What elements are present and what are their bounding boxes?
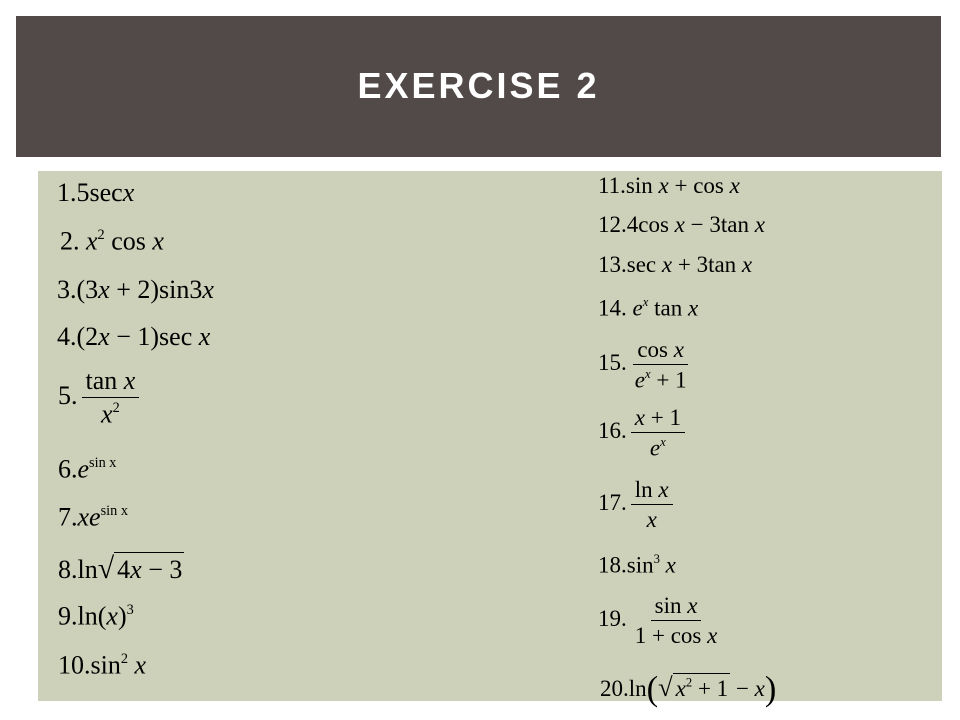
slide-title: EXERCISE 2: [357, 64, 600, 106]
exercise-panel: [38, 171, 942, 701]
exercise-20: 20.ln(√ $x^2 + 1 - x$): [600, 670, 777, 708]
exercise-19: 19. $\frac{\text{sin x}}{\text{1 + cos x}}$: [598, 593, 718, 648]
exercise-14: 14. $e^x$ tan x: [598, 295, 699, 321]
exercise-2: 2. $x^2$ cos x: [60, 226, 164, 256]
exercise-8: 8.ln√ 4x − 3: [58, 552, 183, 585]
exercise-12: 12.4cos x − 3tan x: [598, 212, 765, 237]
exercise-17: 17. $\frac{\text{ln x}}{x}$: [598, 478, 673, 531]
exercise-18: $18.\sin^3$ x: [598, 552, 676, 578]
exercise-11: 11.sin x + cos x: [598, 173, 740, 198]
exercise-6: $6.e^{sin x}$: [58, 454, 117, 484]
title-bar: [16, 16, 941, 157]
exercise-9: $9.\ln(x)^3$: [58, 601, 134, 631]
exercise-7: $7.xe^{sin x}$: [58, 502, 129, 532]
exercise-4: 4.(2x − 1)sec x: [57, 322, 211, 351]
exercise-13: 13.sec x + 3tan x: [598, 252, 753, 277]
exercise-1: 1.5secx: [57, 178, 135, 207]
exercise-3: 3.(3x + 2)sin3x: [57, 275, 214, 304]
exercise-10: $10.\sin^2$ x: [58, 650, 147, 680]
exercise-15: 15. $\frac{\text{cos x}}{e^x + 1}$: [598, 337, 687, 393]
exercise-5: 5. $\frac{\text{tan x}}{x^2}$: [58, 368, 139, 428]
exercise-16: 16. $\frac{x + 1}{e^x}$: [598, 406, 685, 459]
